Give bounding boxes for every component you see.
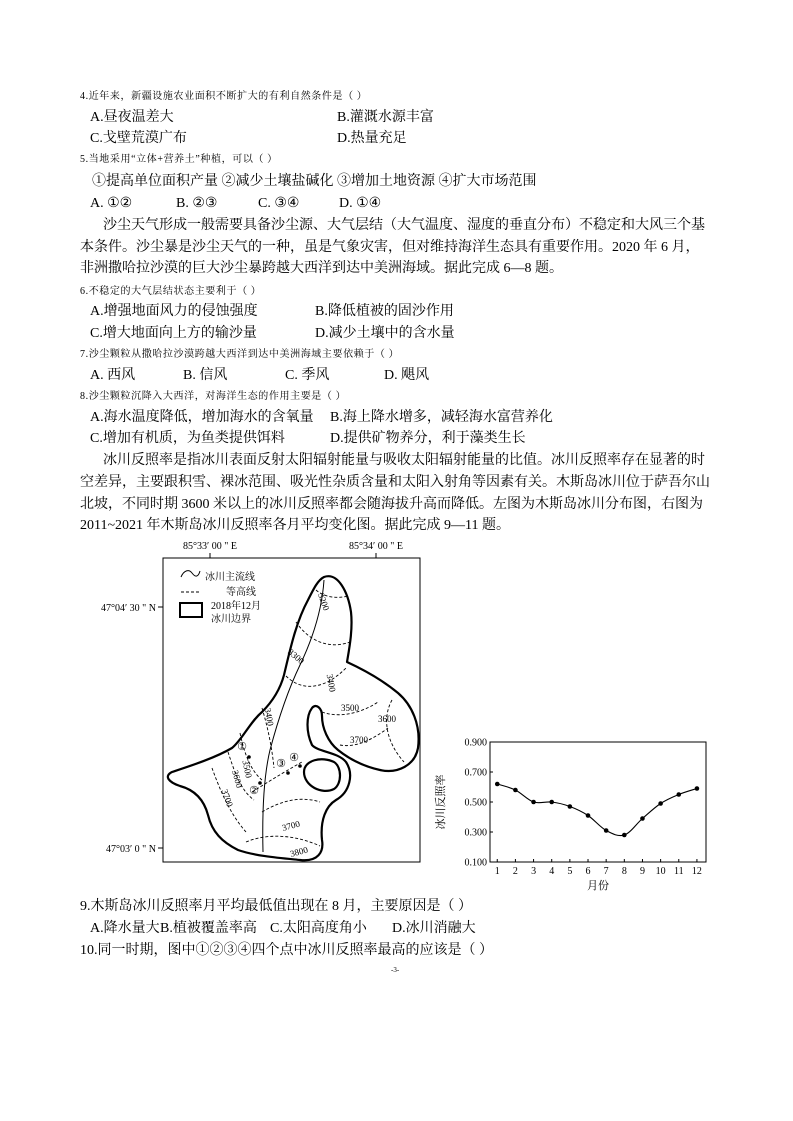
q7-option-c: C. 季风	[285, 368, 330, 383]
q5-option-c: C. ③④	[258, 196, 300, 211]
q9-option-d: D.冰川消融大	[392, 921, 476, 936]
x-tick-label: 12	[691, 866, 702, 877]
passage-9-11-line: 空差异，主要跟积雪、裸冰范围、吸光性杂质含量和太阳入射角等因素有关。木斯岛冰川位于萨吾尔山	[80, 475, 710, 490]
y-tick-label: 0.100	[464, 857, 487, 869]
y-tick-label: 0.500	[464, 797, 487, 809]
nunatak-boundary	[304, 759, 340, 791]
point-marker	[298, 764, 302, 768]
point-label-2: ②	[249, 785, 259, 797]
contour-label: 3700	[350, 735, 368, 745]
contour-label: 3700	[280, 818, 301, 833]
point-label-3: ③	[276, 758, 286, 770]
point-label-1: ①	[237, 741, 247, 753]
series-line	[497, 784, 697, 836]
x-tick-label: 4	[549, 866, 555, 877]
point-marker	[247, 755, 251, 759]
lon-label: 85°34′ 00 " E	[349, 541, 403, 552]
data-point	[695, 786, 700, 791]
plot-frame	[490, 742, 706, 862]
q6-option-a: A.增强地面风力的侵蚀强度	[90, 304, 258, 319]
y-tick-label: 0.700	[464, 767, 487, 779]
x-tick-label: 1	[494, 866, 500, 877]
q7-stem: 7.沙尘颗粒从撒哈拉沙漠跨越大西洋到达中美洲海域主要依赖于（ ）	[80, 349, 400, 360]
q4-option-d: D.热量充足	[337, 131, 407, 146]
contour-label: 3600	[230, 768, 245, 789]
data-point	[586, 813, 591, 818]
q8-option-c: C.增加有机质，为鱼类提供饵料	[90, 431, 285, 446]
albedo-chart	[430, 730, 720, 895]
data-point	[568, 804, 573, 809]
q4-stem: 4.近年来，新疆设施农业面积不断扩大的有利自然条件是（ ）	[80, 91, 368, 102]
page-number: -3-	[391, 966, 400, 974]
x-tick-label: 2	[512, 866, 518, 877]
y-tick-label: 0.300	[464, 827, 487, 839]
contour-line	[296, 622, 350, 645]
q6-option-c: C.增大地面向上方的输沙量	[90, 326, 257, 341]
data-point	[531, 800, 536, 805]
contour-label: 3700	[219, 787, 236, 809]
data-point	[513, 788, 518, 793]
q8-stem: 8.沙尘颗粒沉降入大西洋，对海洋生态的作用主要是（ ）	[80, 391, 347, 402]
passage-9-11-line: 2011~2021 年木斯岛冰川反照率各月平均变化图。据此完成 9—11 题。	[80, 518, 511, 533]
data-point	[604, 828, 609, 833]
data-point	[622, 833, 627, 838]
q4-option-b: B.灌溉水源丰富	[337, 110, 434, 125]
q5-option-d: D. ①④	[339, 196, 382, 211]
legend-contour-label: 等高线	[226, 587, 256, 598]
q6-option-d: D.减少土壤中的含水量	[315, 326, 455, 341]
x-tick-label: 5	[567, 866, 573, 877]
contour-label: 3400	[262, 707, 276, 727]
point-label-4: ④	[289, 752, 299, 764]
q8-option-a: A.海水温度降低，增加海水的含氧量	[90, 410, 314, 425]
x-tick-label: 9	[639, 866, 645, 877]
q9-option-a: A.降水量大	[90, 921, 160, 936]
contour-label: 3600	[378, 714, 396, 724]
glacier-map	[80, 532, 425, 867]
x-tick-label: 3	[531, 866, 537, 877]
legend-boundary-label: 冰川边界	[211, 614, 251, 625]
data-point	[658, 801, 663, 806]
contour-label: 3500	[341, 703, 359, 713]
q9-option-b: B.植被覆盖率高	[160, 921, 257, 936]
q4-option-c: C.戈壁荒漠广布	[90, 131, 187, 146]
map-legend	[180, 570, 261, 625]
passage-6-8-line: 沙尘天气形成一般需要具备沙尘源、大气层结（大气温度、湿度的垂直分布）不稳定和大风三个基	[103, 218, 705, 233]
x-tick-label: 6	[585, 866, 591, 877]
y-axis-label: 冰川反照率	[435, 774, 447, 830]
x-tick-label: 11	[673, 866, 684, 877]
q9-option-c: C.太阳高度角小	[270, 921, 367, 936]
q5-stem: 5.当地采用“立体+营养土”种植，可以（ ）	[80, 154, 278, 165]
contour-label: 3400	[324, 673, 338, 693]
contour-line	[387, 700, 404, 762]
q8-option-d: D.提供矿物养分，利于藻类生长	[330, 431, 526, 446]
contour-line	[262, 799, 320, 812]
q5-items: ①提高单位面积产量 ②减少土壤盐碱化 ③增加土地资源 ④扩大市场范围	[92, 174, 537, 189]
q5-option-a: A. ①②	[90, 196, 133, 211]
contour-line	[246, 836, 320, 846]
legend-flowline-label: 冰川主流线	[205, 572, 255, 583]
passage-6-8-line: 非洲撒哈拉沙漠的巨大沙尘暴跨越大西洋到达中美洲海域。据此完成 6—8 题。	[80, 261, 563, 276]
lon-label: 85°33′ 00 " E	[183, 541, 237, 552]
x-axis-label: 月份	[587, 880, 609, 892]
q8-option-b: B.海上降水增多，减轻海水富营养化	[330, 410, 553, 425]
lat-label: 47°04′ 30 " N	[101, 603, 156, 614]
x-tick-label: 8	[621, 866, 627, 877]
lat-label: 47°03′ 0 " N	[106, 844, 156, 855]
x-tick-label: 7	[603, 866, 609, 877]
q4-option-a: A.昼夜温差大	[90, 110, 174, 125]
data-point	[495, 782, 500, 787]
q6-stem: 6.不稳定的大气层结状态主要利于（ ）	[80, 286, 262, 297]
data-point	[640, 816, 645, 821]
q7-option-b: B. 信风	[183, 368, 228, 383]
q7-option-a: A. 西风	[90, 368, 136, 383]
q10-stem: 10.同一时期，图中①②③④四个点中冰川反照率最高的应该是（ ）	[80, 943, 493, 958]
contour-label: 3500	[240, 759, 254, 779]
passage-6-8-line: 本条件。沙尘暴是沙尘天气的一种，虽是气象灾害，但对维持海洋生态具有重要作用。2020 年 6 月，	[80, 240, 700, 255]
legend-boundary-symbol	[180, 603, 202, 617]
contour-label: 3300	[286, 646, 307, 667]
contour-label: 3800	[288, 844, 309, 859]
x-tick-label: 10	[655, 866, 666, 877]
passage-9-11-line: 北坡，不同时期 3600 米以上的冰川反照率都会随海拔升高而降低。左图为木斯岛冰川分布图，右图为	[80, 497, 703, 512]
contour-label: 3200	[315, 591, 332, 612]
legend-flowline-symbol	[181, 571, 200, 577]
q9-stem: 9.木斯岛冰川反照率月平均最低值出现在 8 月，主要原因是（ ）	[80, 899, 472, 914]
q6-option-b: B.降低植被的固沙作用	[315, 304, 454, 319]
point-marker	[286, 771, 290, 775]
q5-option-b: B. ②③	[176, 196, 218, 211]
q7-option-d: D. 飓风	[384, 368, 430, 383]
y-tick-label: 0.900	[464, 737, 487, 749]
passage-9-11-line: 冰川反照率是指冰川表面反射太阳辐射能量与吸收太阳辐射能量的比值。冰川反照率存在显著的时	[103, 453, 705, 468]
data-point	[676, 792, 681, 797]
legend-boundary-label: 2018年12月	[211, 601, 261, 612]
data-point	[549, 800, 554, 805]
